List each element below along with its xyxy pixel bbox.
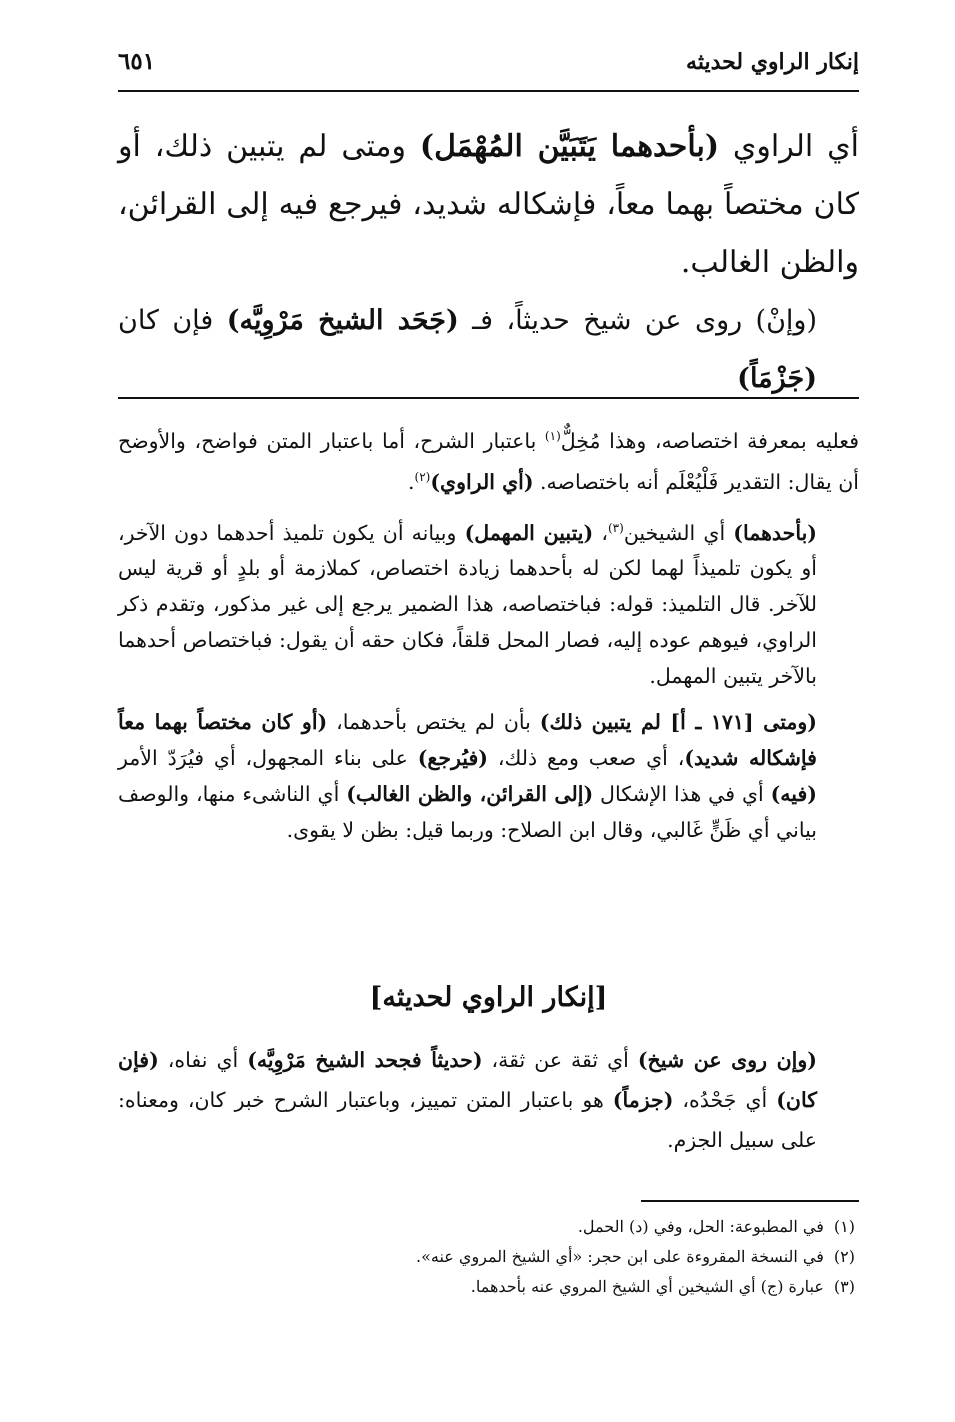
text-span: أي نفاه، [158, 1048, 248, 1072]
bold-quote: (حديثاً فجحد الشيخ مَرْوِيَّه) [247, 1048, 483, 1072]
text-span: ، [593, 520, 608, 545]
bold-quote: (يتبين المهمل) [464, 520, 594, 545]
matn-quote: (جَحَد الشيخ مَرْوِيَّه) [226, 305, 459, 336]
matn-span: أي الراوي [719, 129, 859, 164]
matn-span: ومتى لم يتبين ذلك، أو كان مختصاً بهما معاً، فإشكاله شديد، فيرجع فيه إلى القرائن، والظن الغالب. [118, 129, 859, 280]
matn-span: فإن كان [118, 305, 227, 336]
text-span: . [407, 469, 415, 494]
footnote-text: في النسخة المقروءة على ابن حجر: «أي الشيخ المروي عنه». [416, 1247, 824, 1266]
footnote-number: (٢) [833, 1247, 855, 1266]
sharh-paragraph-2 [118, 510, 859, 695]
footnote-divider [641, 1200, 859, 1202]
footnote-number: (٣) [833, 1277, 855, 1296]
footnote-1 [118, 1212, 855, 1242]
footnote-text: في المطبوعة: الحل، وفي (د) الحمل. [577, 1217, 824, 1236]
footnote-text: عبارة (ج) أي الشيخين أي الشيخ المروي عنه بأحدهما. [470, 1277, 824, 1296]
matn-span: (وإنْ) روى عن شيخ حديثاً، فـ [458, 305, 817, 336]
text-span: فعليه بمعرفة اختصاصه، وهذا مُخِلٌّ [560, 428, 859, 453]
footnote-2 [118, 1242, 855, 1272]
bold-quote: (فيُرجع) [417, 746, 488, 771]
footnote-number: (١) [833, 1217, 855, 1236]
matn-text [118, 118, 859, 408]
bold-quote: (جزماً) [612, 1088, 674, 1112]
sharh-text [118, 418, 859, 858]
sharh-paragraph-1 [118, 418, 859, 500]
matn-quote: (جَزْمَاً) [737, 363, 817, 394]
text-span: أي في هذا الإشكال [593, 782, 771, 807]
section-text [118, 1040, 859, 1160]
sharh-paragraph-3 [118, 704, 859, 848]
text-span: هو باعتبار المتن تمييز، وباعتبار الشرح خبر كان، ومعناه: على سبيل الجزم. [118, 1088, 817, 1152]
text-span: أي الناشىء منها، والوصف بياني أي ظَنٍّ غَالبي، وقال ابن الصلاح: وربما قيل: بظن لا يقوى. [118, 782, 817, 843]
bold-quote: (أي الراوي) [430, 469, 534, 494]
matn-quote: (بأحدهما يَتَبَيَّن المُهْمَل) [419, 129, 720, 164]
page-number: ٦٥١ [118, 48, 156, 75]
text-span: ، أي صعب ومع ذلك، [487, 746, 685, 771]
section-paragraph [118, 1040, 859, 1160]
text-span: وبيانه أن يكون تلميذ أحدهما دون الآخر، أو يكون تلميذاً لهما لكن له بأحدهما زيادة اختصاص، كملازمة أو بلدٍ أو قرية ليس للآخر. قال التلميذ: قوله: فباختصاصه، هذا الضمير يرجع إلى غير مذكور، وتقدم ذكر الراوي، فيوهم عوده إليه، فصار المحل قلقاً، فكان حقه أن يقول: فباختصاص أحدهما بالآخر يتبين المهمل. [118, 520, 817, 689]
text-span: بأن لم يختص بأحدهما، [327, 710, 540, 735]
footnote-3 [118, 1272, 855, 1302]
text-span: أي الشيخين [623, 520, 734, 545]
bold-quote: (ومتى [١٧١ ـ أ] لم يتبين ذلك) [539, 710, 817, 735]
matn-paragraph-2 [118, 292, 859, 408]
running-header [118, 42, 859, 88]
bold-quote: (فإن كان) [118, 1048, 817, 1112]
bold-quote: (إلى القرائن، والظن الغالب) [346, 782, 594, 807]
text-span: باعتبار الشرح، أما باعتبار المتن فواضح، والأوضح أن يقال: التقدير فَلْيُعْلَم أنه باختصاصه. [118, 428, 859, 494]
matn-paragraph-1 [118, 118, 859, 292]
matn-divider [118, 397, 859, 399]
bold-quote: (فيه) [770, 782, 817, 807]
footnote-ref: (١) [544, 429, 561, 443]
text-span: على بناء المجهول، أي فيُرَدّ الأمر [118, 746, 418, 771]
section-heading: [إنكار الراوي لحديثه] [369, 982, 608, 1013]
header-divider [118, 90, 859, 92]
bold-quote: (وإن روى عن شيخ) [637, 1048, 817, 1072]
text-span: أي ثقة عن ثقة، [482, 1048, 638, 1072]
text-span: أي جَحْدُه، [673, 1088, 777, 1112]
bold-quote: (بأحدهما) [733, 520, 817, 545]
footnote-ref: (٢) [414, 469, 431, 484]
footnote-ref: (٣) [607, 520, 624, 535]
footnotes [118, 1212, 855, 1302]
running-title: إنكار الراوي لحديثه [686, 49, 859, 75]
bold-quote: (أو كان مختصاً بهما معاً فإشكاله شديد) [118, 710, 817, 771]
